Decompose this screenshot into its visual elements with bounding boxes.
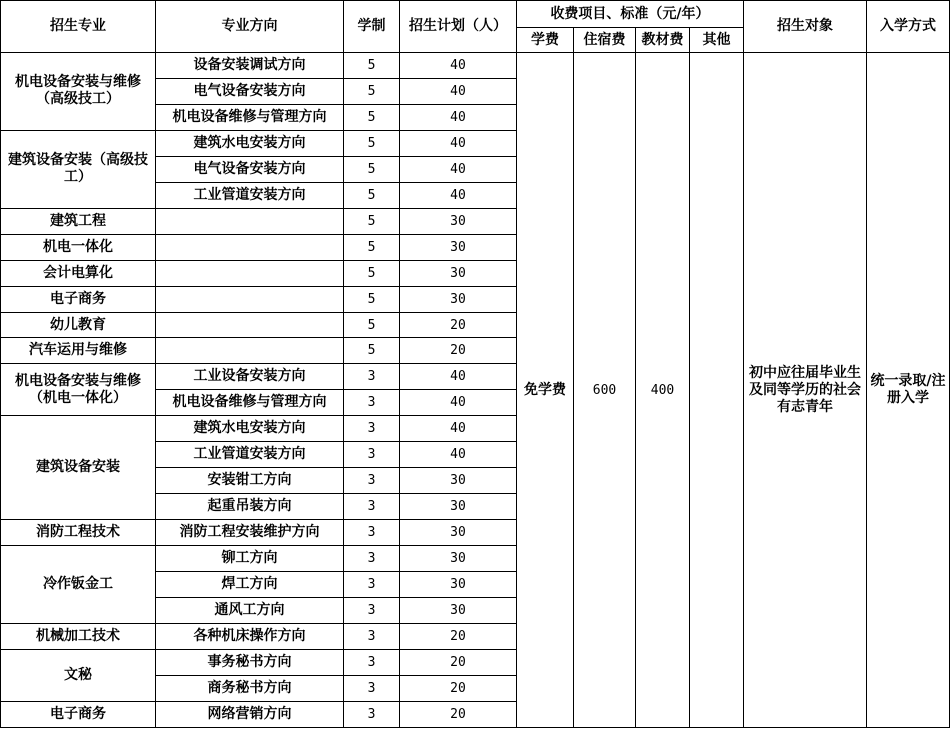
years-cell: 5 — [344, 53, 400, 79]
plan-cell: 40 — [400, 130, 517, 156]
major-cell: 文秘 — [1, 649, 156, 701]
header-target: 招生对象 — [744, 1, 867, 53]
header-fees-group: 收费项目、标准（元/年） — [517, 1, 744, 28]
years-cell: 3 — [344, 442, 400, 468]
plan-cell: 30 — [400, 260, 517, 286]
years-cell: 3 — [344, 468, 400, 494]
plan-cell: 40 — [400, 182, 517, 208]
major-cell: 消防工程技术 — [1, 520, 156, 546]
direction-cell — [156, 234, 344, 260]
header-years: 学制 — [344, 1, 400, 53]
plan-cell: 40 — [400, 156, 517, 182]
plan-cell: 20 — [400, 675, 517, 701]
years-cell: 3 — [344, 520, 400, 546]
table-body — [1, 53, 950, 728]
plan-cell: 30 — [400, 494, 517, 520]
fees-tuition-cell: 免学费 — [517, 53, 574, 728]
header-plan: 招生计划（人） — [400, 1, 517, 53]
direction-cell: 机电设备维修与管理方向 — [156, 104, 344, 130]
header-tuition: 学费 — [517, 28, 574, 53]
direction-cell: 起重吊装方向 — [156, 494, 344, 520]
plan-cell: 20 — [400, 623, 517, 649]
years-cell: 3 — [344, 598, 400, 624]
major-cell: 汽车运用与维修 — [1, 338, 156, 364]
direction-cell: 铆工方向 — [156, 546, 344, 572]
plan-cell: 30 — [400, 234, 517, 260]
years-cell: 3 — [344, 390, 400, 416]
years-cell: 3 — [344, 649, 400, 675]
years-cell: 3 — [344, 572, 400, 598]
header-materials: 教材费 — [636, 28, 690, 53]
direction-cell: 电气设备安装方向 — [156, 78, 344, 104]
major-cell: 机电设备安装与维修（高级技工） — [1, 53, 156, 131]
years-cell: 5 — [344, 286, 400, 312]
plan-cell: 40 — [400, 53, 517, 79]
direction-cell — [156, 312, 344, 338]
years-cell: 3 — [344, 546, 400, 572]
direction-cell — [156, 260, 344, 286]
years-cell: 5 — [344, 130, 400, 156]
plan-cell: 40 — [400, 364, 517, 390]
direction-cell: 事务秘书方向 — [156, 649, 344, 675]
fees-other-cell — [690, 53, 744, 728]
header-direction: 专业方向 — [156, 1, 344, 53]
direction-cell: 建筑水电安装方向 — [156, 130, 344, 156]
header-accommodation: 住宿费 — [574, 28, 636, 53]
plan-cell: 20 — [400, 701, 517, 727]
direction-cell: 工业管道安装方向 — [156, 442, 344, 468]
major-cell: 电子商务 — [1, 286, 156, 312]
major-cell: 幼儿教育 — [1, 312, 156, 338]
plan-cell: 30 — [400, 468, 517, 494]
years-cell: 3 — [344, 364, 400, 390]
target-cell: 初中应往届毕业生及同等学历的社会有志青年 — [744, 53, 867, 728]
direction-cell: 工业管道安装方向 — [156, 182, 344, 208]
major-cell: 建筑设备安装 — [1, 416, 156, 520]
plan-cell: 30 — [400, 520, 517, 546]
header-other: 其他 — [690, 28, 744, 53]
header-admission: 入学方式 — [867, 1, 950, 53]
years-cell: 5 — [344, 182, 400, 208]
years-cell: 3 — [344, 675, 400, 701]
plan-cell: 30 — [400, 546, 517, 572]
direction-cell: 网络营销方向 — [156, 701, 344, 727]
years-cell: 3 — [344, 623, 400, 649]
years-cell: 5 — [344, 234, 400, 260]
plan-cell: 40 — [400, 442, 517, 468]
major-cell: 机电设备安装与维修（机电一体化） — [1, 364, 156, 416]
plan-cell: 20 — [400, 338, 517, 364]
direction-cell: 商务秘书方向 — [156, 675, 344, 701]
plan-cell: 20 — [400, 312, 517, 338]
plan-cell: 30 — [400, 286, 517, 312]
major-cell: 电子商务 — [1, 701, 156, 727]
header-major: 招生专业 — [1, 1, 156, 53]
direction-cell: 消防工程安装维护方向 — [156, 520, 344, 546]
fees-materials-cell: 400 — [636, 53, 690, 728]
direction-cell — [156, 208, 344, 234]
major-cell: 冷作钣金工 — [1, 546, 156, 624]
direction-cell: 机电设备维修与管理方向 — [156, 390, 344, 416]
admission-cell: 统一录取/注册入学 — [867, 53, 950, 728]
major-cell: 建筑设备安装（高级技工） — [1, 130, 156, 208]
plan-cell: 30 — [400, 208, 517, 234]
major-cell: 机械加工技术 — [1, 623, 156, 649]
years-cell: 3 — [344, 701, 400, 727]
plan-cell: 40 — [400, 416, 517, 442]
direction-cell: 工业设备安装方向 — [156, 364, 344, 390]
years-cell: 5 — [344, 78, 400, 104]
direction-cell: 建筑水电安装方向 — [156, 416, 344, 442]
major-cell: 建筑工程 — [1, 208, 156, 234]
years-cell: 5 — [344, 156, 400, 182]
plan-cell: 30 — [400, 598, 517, 624]
direction-cell: 通风工方向 — [156, 598, 344, 624]
major-cell: 机电一体化 — [1, 234, 156, 260]
years-cell: 5 — [344, 312, 400, 338]
plan-cell: 40 — [400, 390, 517, 416]
plan-cell: 30 — [400, 572, 517, 598]
years-cell: 3 — [344, 416, 400, 442]
direction-cell: 安装钳工方向 — [156, 468, 344, 494]
fees-accommodation-cell: 600 — [574, 53, 636, 728]
years-cell: 5 — [344, 338, 400, 364]
plan-cell: 20 — [400, 649, 517, 675]
plan-cell: 40 — [400, 78, 517, 104]
direction-cell: 焊工方向 — [156, 572, 344, 598]
direction-cell: 各种机床操作方向 — [156, 623, 344, 649]
major-cell: 会计电算化 — [1, 260, 156, 286]
direction-cell — [156, 286, 344, 312]
direction-cell — [156, 338, 344, 364]
direction-cell: 电气设备安装方向 — [156, 156, 344, 182]
direction-cell: 设备安装调试方向 — [156, 53, 344, 79]
years-cell: 5 — [344, 208, 400, 234]
table-row — [1, 53, 950, 79]
plan-cell: 40 — [400, 104, 517, 130]
years-cell: 3 — [344, 494, 400, 520]
years-cell: 5 — [344, 260, 400, 286]
years-cell: 5 — [344, 104, 400, 130]
